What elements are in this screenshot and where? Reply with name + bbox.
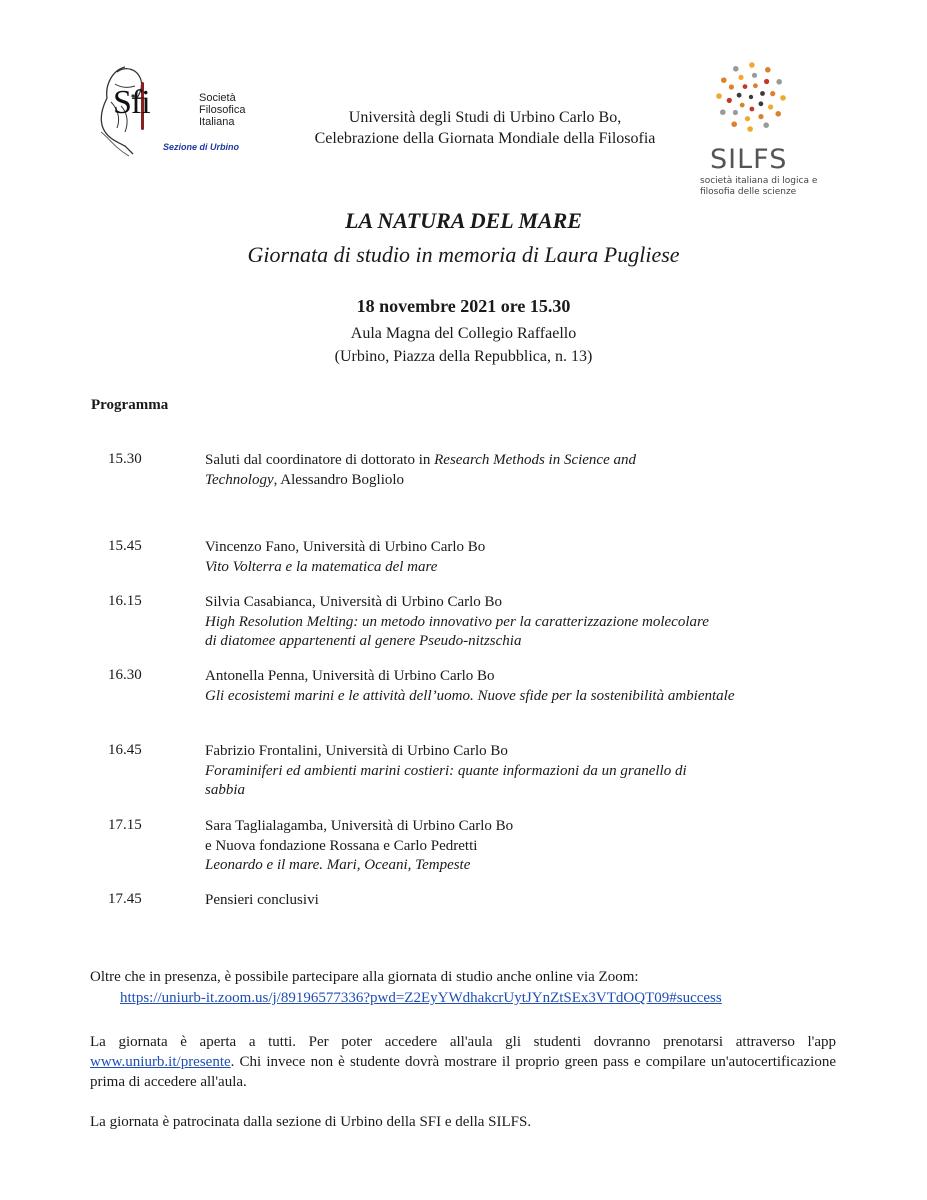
header-institution [280, 107, 690, 149]
silfs-dot [764, 79, 769, 84]
silfs-subtitle-line2: filosofia delle scienze [700, 187, 797, 197]
program-text: , Alessandro Bogliolo [273, 471, 405, 488]
silfs-dot [716, 93, 722, 99]
program-speaker: Fabrizio Frontalini, Università di Urbino Carlo Bo [205, 743, 508, 759]
program-entry [205, 742, 695, 801]
silfs-subtitle [700, 176, 840, 198]
program-time: 16.15 [108, 593, 142, 609]
zoom-link[interactable]: https://uniurb-it.zoom.us/j/89196577336?pwd=Z2EyYWdhakcrUytJYnZtSEx3VTdOQT09#success [120, 990, 722, 1006]
silfs-dot [743, 84, 748, 89]
sfi-logo [95, 62, 270, 162]
access-text: . Chi invece non è studente dovrà mostrare il proprio green pass e compilare un'autocertificazione prima di accedere all'aula. [90, 1054, 836, 1090]
silfs-dot [780, 95, 786, 101]
program-entry [205, 667, 740, 706]
program-text: Saluti dal coordinatore di dottorato in [205, 452, 435, 468]
silfs-dot [749, 62, 755, 68]
silfs-dot [765, 67, 771, 73]
silfs-dots-icon [715, 60, 787, 134]
silfs-dot [758, 114, 763, 119]
silfs-dot [721, 77, 727, 83]
program-speaker: Antonella Penna, Università di Urbino Carlo Bo [205, 668, 495, 684]
silfs-dot [760, 91, 765, 96]
silfs-dot [749, 95, 753, 99]
program-talk-title: Foraminiferi ed ambienti marini costieri: quante informazioni da un granello di sabbia [205, 762, 687, 798]
silfs-dot [768, 104, 773, 109]
sfi-name-line3: Italiana [199, 116, 235, 128]
program-speaker: Silvia Casabianca, Università di Urbino Carlo Bo [205, 594, 503, 610]
silfs-dot [750, 107, 755, 112]
silfs-dot [737, 93, 742, 98]
program-time: 15.30 [108, 451, 142, 467]
program-entry [205, 593, 715, 652]
silfs-dot [731, 121, 737, 127]
sfi-name-line1: Società [199, 92, 236, 104]
program-talk-title: Leonardo e il mare. Mari, Oceani, Tempeste [205, 857, 471, 873]
event-subtitle: Giornata di studio in memoria di Laura Pugliese [247, 242, 680, 267]
silfs-logo [695, 58, 845, 208]
silfs-dot [733, 110, 738, 115]
silfs-dot [740, 103, 745, 108]
program-talk-title: Vito Volterra e la matematica del mare [205, 558, 438, 575]
program-time: 15.45 [108, 538, 142, 554]
silfs-subtitle-line1: società italiana di logica e [700, 176, 818, 186]
program-talk-title: Gli ecosistemi marini e le attività dell’uomo. Nuove sfide per la sostenibilità ambientale [205, 687, 735, 704]
event-date: 18 novembre 2021 ore 15.30 [356, 296, 571, 316]
silfs-dot [770, 91, 775, 96]
silfs-dot [745, 116, 750, 121]
access-info [90, 1032, 836, 1092]
silfs-dot [753, 83, 758, 88]
silfs-dot [747, 126, 753, 132]
program-closing: Pensieri conclusivi [205, 892, 319, 908]
silfs-dot [763, 122, 769, 128]
sfi-monogram: Sfi [113, 84, 150, 121]
online-info: Oltre che in presenza, è possibile partecipare alla giornata di studio anche online via Zoom: [90, 969, 639, 985]
program-entry [205, 538, 765, 577]
program-heading: Programma [91, 397, 169, 413]
silfs-dot [752, 73, 757, 78]
program-time: 16.30 [108, 667, 142, 683]
sfi-section: Sezione di Urbino [163, 142, 240, 152]
header-line-1: Università degli Studi di Urbino Carlo Bo, [348, 109, 622, 126]
sfi-name-line2: Filosofica [199, 104, 246, 116]
header-line-2: Celebrazione della Giornata Mondiale della Filosofia [314, 130, 656, 147]
silfs-dot [759, 101, 764, 106]
silfs-dot [775, 111, 781, 117]
silfs-dot [729, 84, 734, 89]
silfs-dot [733, 66, 739, 72]
silfs-dot [727, 98, 732, 103]
program-speaker-affiliation: e Nuova fondazione Rossana e Carlo Pedretti [205, 837, 478, 854]
program-talk-title: High Resolution Melting: un metodo innovativo per la caratterizzazione molecolare di diatomee appartenenti al genere Pseudo-nitzschia [205, 613, 709, 649]
silfs-dot [738, 75, 743, 80]
event-venue: Aula Magna del Collegio Raffaello [350, 325, 577, 342]
program-course-name: Research Methods in Science and Technology [205, 452, 637, 488]
silfs-dot [720, 109, 726, 115]
silfs-name: SILFS [710, 144, 788, 175]
presente-link[interactable]: www.uniurb.it/presente [90, 1054, 231, 1070]
program-entry [205, 451, 705, 490]
program-entry [205, 817, 765, 876]
event-address: (Urbino, Piazza della Repubblica, n. 13) [334, 348, 593, 365]
program-entry [205, 891, 765, 911]
silfs-dot [776, 79, 782, 85]
access-text: La giornata è aperta a tutti. Per poter accedere all'aula gli studenti dovranno prenotarsi attraverso l'app [90, 1034, 836, 1050]
program-speaker: Sara Taglialagamba, Università di Urbino Carlo Bo [205, 818, 514, 834]
program-time: 17.15 [108, 817, 142, 833]
program-time: 16.45 [108, 742, 142, 758]
program-speaker: Vincenzo Fano, Università di Urbino Carlo Bo [205, 539, 486, 555]
event-title: LA NATURA DEL MARE [345, 208, 582, 233]
patronage-note: La giornata è patrocinata dalla sezione di Urbino della SFI e della SILFS. [90, 1114, 532, 1130]
program-time: 17.45 [108, 891, 142, 907]
